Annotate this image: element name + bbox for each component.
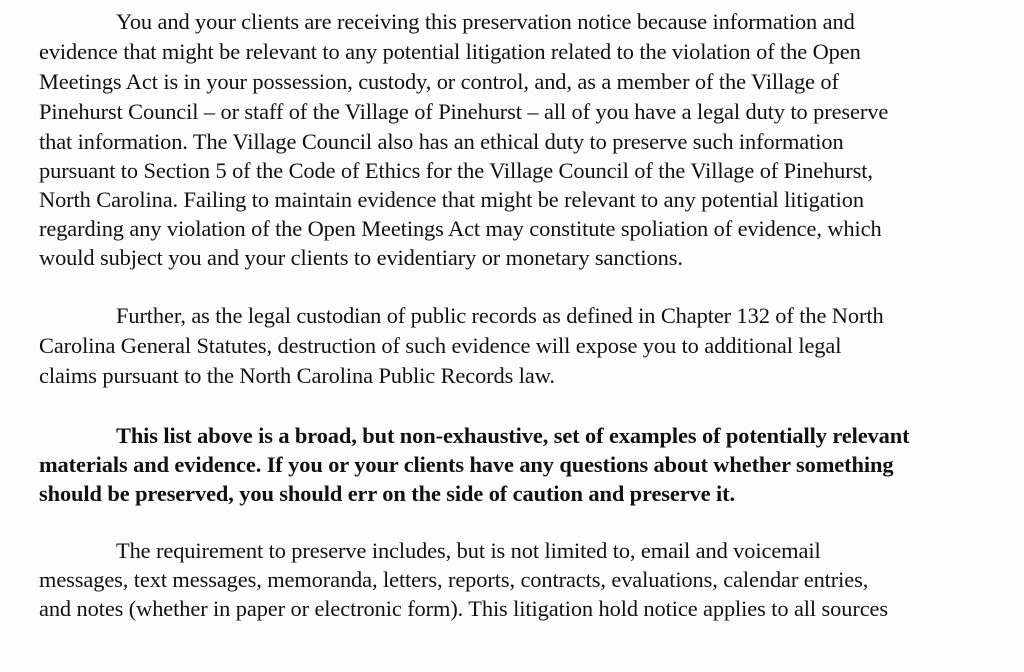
text-line: claims pursuant to the North Carolina Public Records law. xyxy=(39,363,555,388)
text-line: You and your clients are receiving this preservation notice because information and xyxy=(116,9,855,34)
text-line: This list above is a broad, but non-exhaustive, set of examples of potentially relevant xyxy=(116,423,910,448)
text-line: Meetings Act is in your possession, custody, or control, and, as a member of the Village of xyxy=(39,69,839,94)
text-line: The requirement to preserve includes, but is not limited to, email and voicemail xyxy=(116,538,821,563)
text-line: should be preserved, you should err on the side of caution and preserve it. xyxy=(39,481,735,506)
text-line: Further, as the legal custodian of public records as defined in Chapter 132 of the North xyxy=(116,303,884,328)
text-line: messages, text messages, memoranda, letters, reports, contracts, evaluations, calendar entries, xyxy=(39,567,869,592)
text-line: would subject you and your clients to evidentiary or monetary sanctions. xyxy=(39,245,683,270)
text-line: evidence that might be relevant to any potential litigation related to the violation of the Open xyxy=(39,39,861,64)
text-line: pursuant to Section 5 of the Code of Ethics for the Village Council of the Village of Pinehurst, xyxy=(39,158,873,183)
text-line: Carolina General Statutes, destruction of such evidence will expose you to additional legal xyxy=(39,333,842,358)
text-line: North Carolina. Failing to maintain evidence that might be relevant to any potential litigation xyxy=(39,187,864,212)
text-line: that information. The Village Council also has an ethical duty to preserve such information xyxy=(39,129,844,154)
text-line: regarding any violation of the Open Meetings Act may constitute spoliation of evidence, which xyxy=(39,216,882,241)
text-line: and notes (whether in paper or electronic form). This litigation hold notice applies to all sources xyxy=(39,596,888,621)
text-line: materials and evidence. If you or your clients have any questions about whether something xyxy=(39,452,894,477)
text-line: Pinehurst Council – or staff of the Village of Pinehurst – all of you have a legal duty to preserve xyxy=(39,99,889,124)
